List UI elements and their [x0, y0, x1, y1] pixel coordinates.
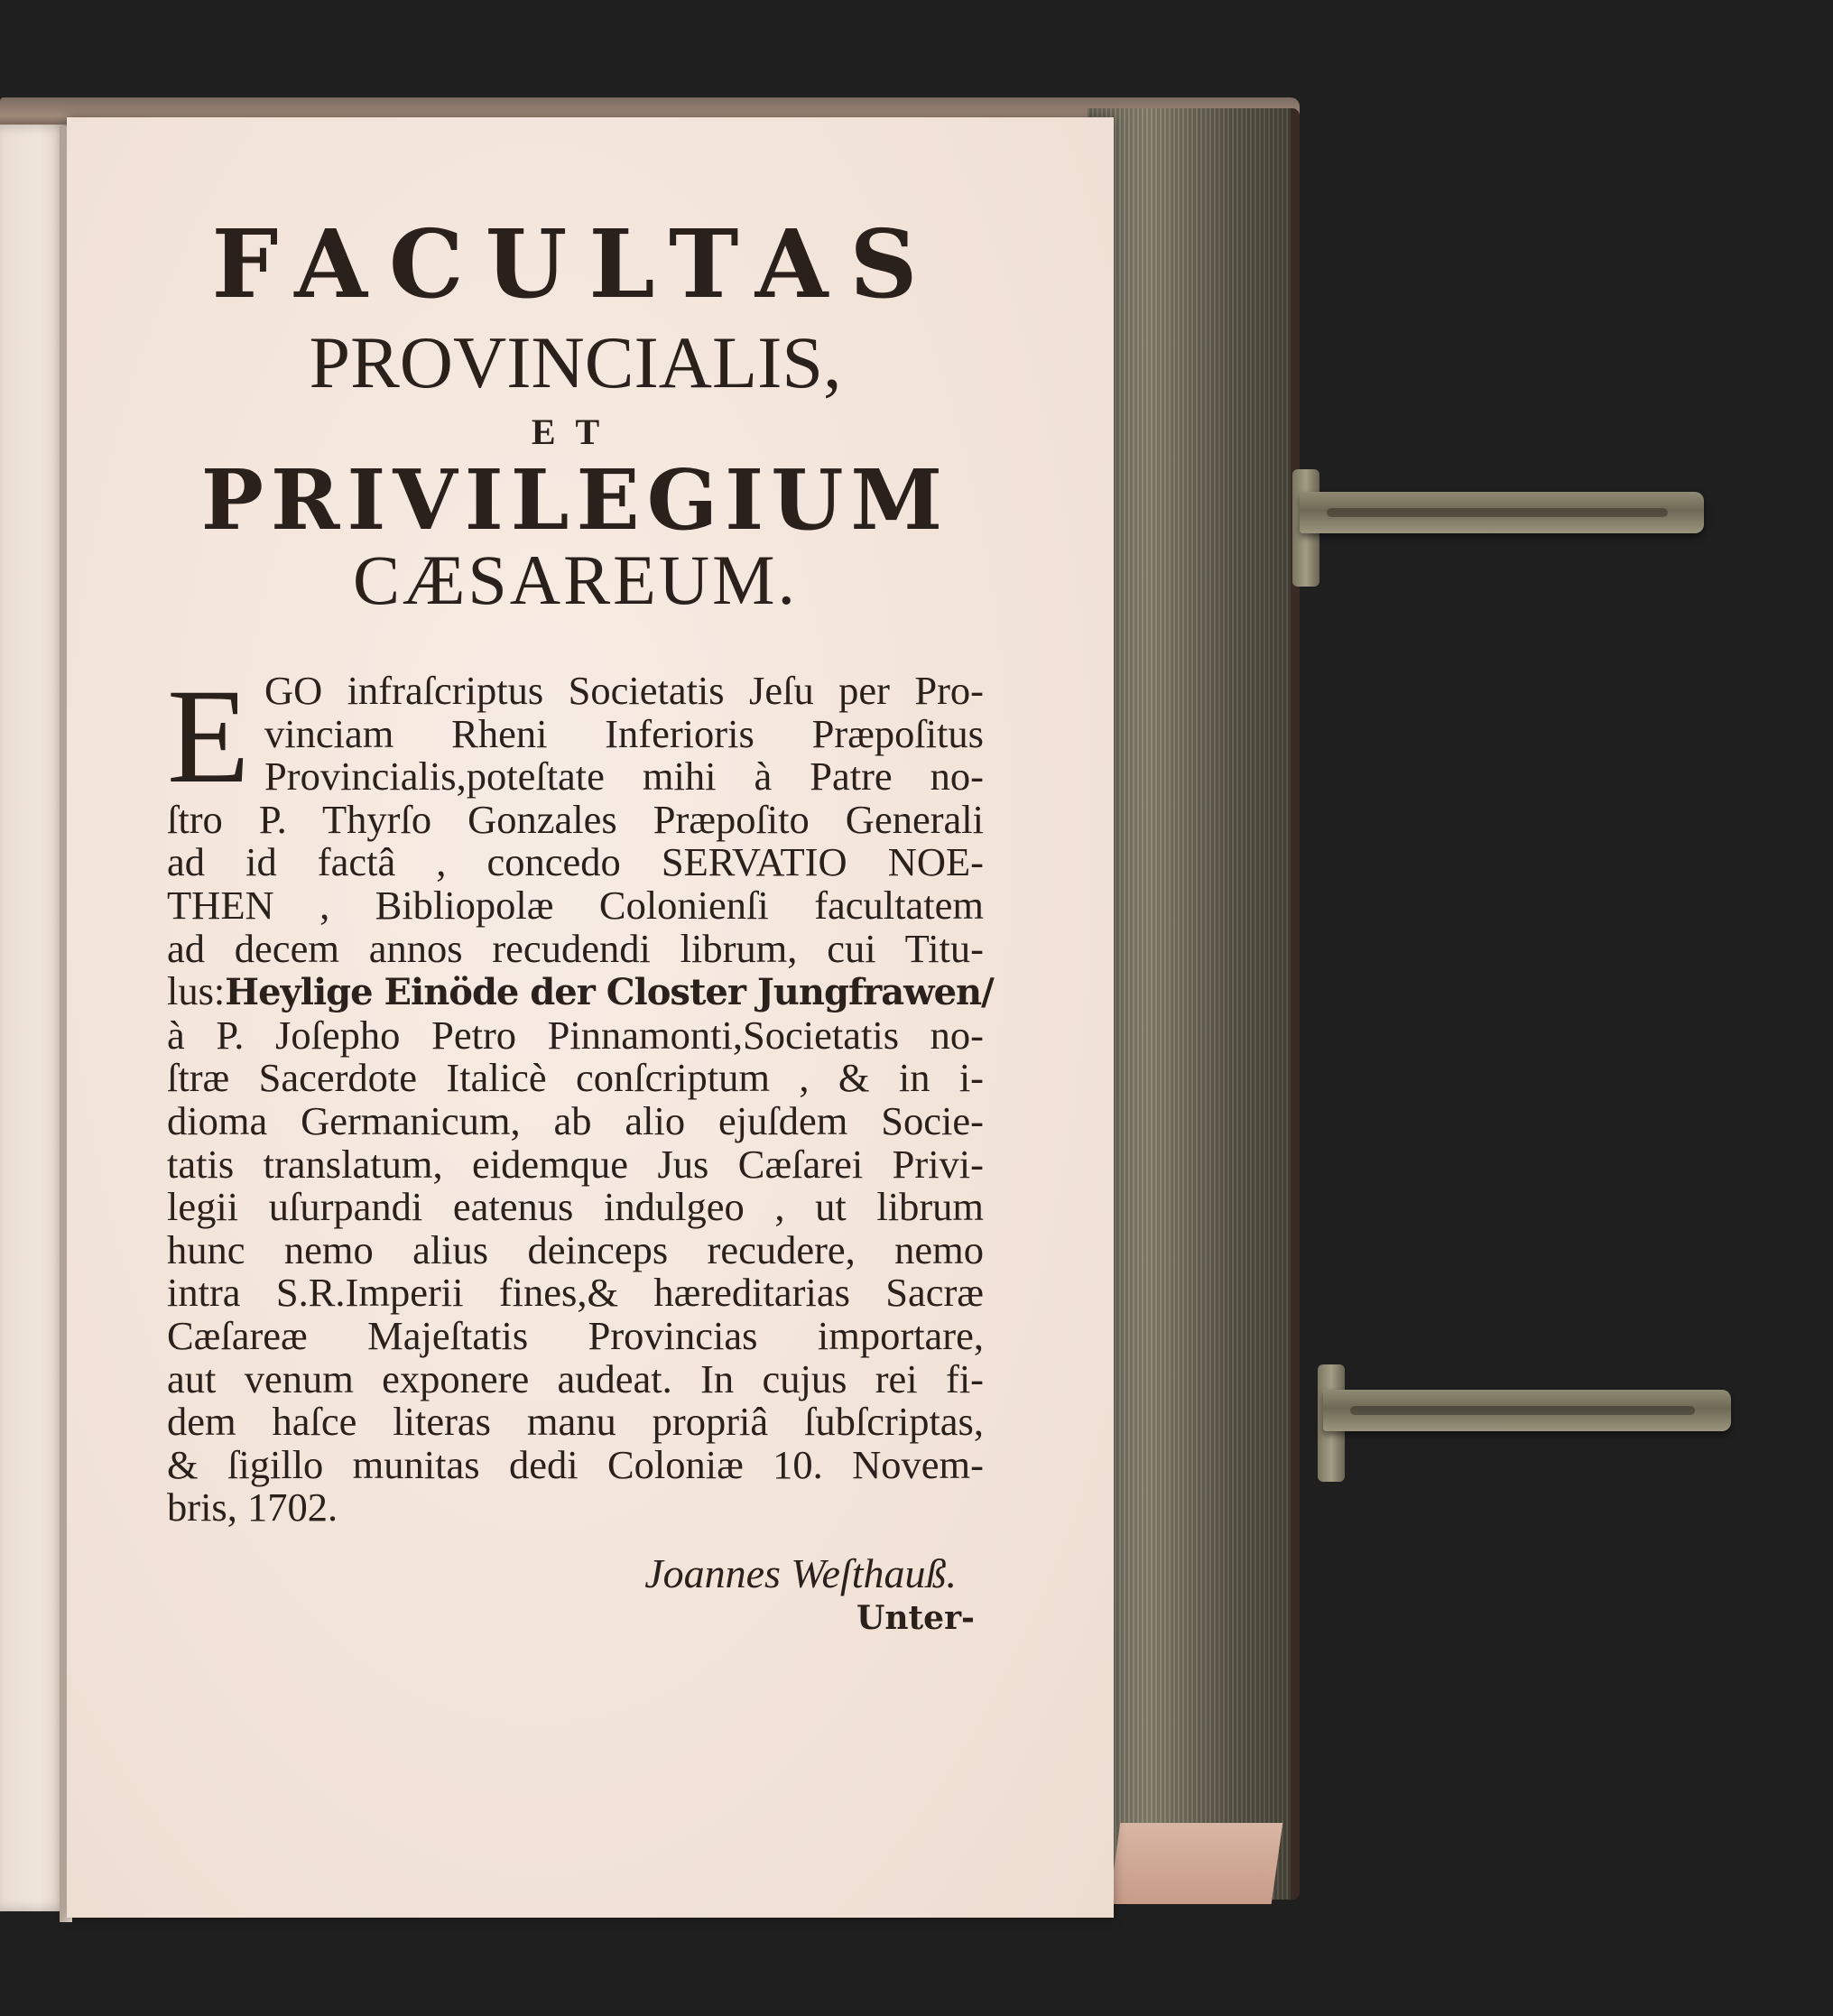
lower-clasp	[1323, 1390, 1731, 1431]
book-title-fraktur: Heylige Einöde der Closter Jungfrawen/	[225, 971, 994, 1014]
body-line: Cæſareæ Majeſtatis Provincias importare,	[167, 1312, 984, 1358]
upper-clasp	[1300, 492, 1704, 533]
body-line: aut venum exponere audeat. In cujus rei fi-	[167, 1355, 984, 1401]
heading-caesareum: CÆSAREUM.	[353, 541, 798, 619]
body-line: vinciam Rheni Inferioris Præpoſitus	[264, 710, 984, 756]
body-line: dem haſce literas manu propriâ ſubſcriptas,	[167, 1399, 984, 1445]
body-line: hunc nemo alius deinceps recudere, nemo	[167, 1226, 984, 1272]
body-line-title	[167, 968, 994, 1014]
body-line: ſtro P. Thyrſo Gonzales Præpoſito Generali	[167, 796, 984, 842]
body-line: ſtræ Sacerdote Italicè conſcriptum , & in i-	[167, 1055, 984, 1101]
heading-et: ET	[531, 412, 620, 452]
body-line: GO infraſcriptus Societatis Jeſu per Pro-	[264, 668, 984, 713]
body-line: & ſigillo munitas dedi Coloniæ 10. Novem-	[167, 1441, 984, 1487]
privilege-body	[167, 661, 994, 1530]
body-line: dioma Germanicum, ab alio ejuſdem Socie-	[167, 1097, 984, 1143]
fore-edge	[1088, 108, 1300, 1900]
catchword: Unter-	[856, 1598, 975, 1637]
body-line: THEN , Bibliopolæ Colonienſi facultatem	[167, 882, 984, 928]
drop-cap: E	[167, 661, 250, 811]
body-line: ad id factâ , concedo SERVATIO NOE-	[167, 839, 984, 885]
signature: Joannes Weſthauß.	[644, 1549, 957, 1596]
heading-privilegium: PRIVILEGIUM	[200, 451, 950, 549]
body-line: lus:	[167, 968, 226, 1014]
heading-facultas: FACULTAS	[211, 208, 940, 319]
body-line: Provincialis,poteſtate mihi à Patre no-	[264, 754, 984, 800]
body-line: intra S.R.Imperii fines,& hæreditarias Sacræ	[167, 1270, 984, 1316]
body-line: à P. Joſepho Petro Pinnamonti,Societatis no-	[167, 1012, 984, 1058]
body-line: bris, 1702.	[167, 1484, 338, 1530]
body-line: ad decem annos recudendi librum, cui Titu-	[167, 925, 984, 971]
body-line: legii uſurpandi eatenus indulgeo , ut librum	[167, 1184, 984, 1230]
fore-edge-corner	[1109, 1823, 1283, 1904]
heading-provincialis: PROVINCIALIS,	[309, 321, 842, 403]
body-line: tatis translatum, eidemque Jus Cæſarei Privi-	[167, 1141, 984, 1187]
page-text	[167, 208, 994, 1637]
